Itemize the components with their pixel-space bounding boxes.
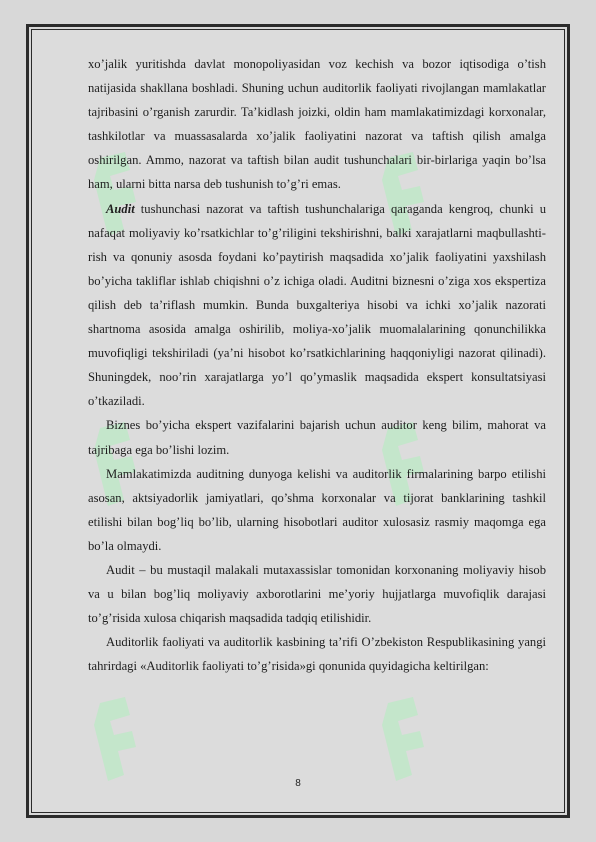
watermark-logo-icon <box>80 695 150 785</box>
paragraph-6: Auditorlik faoliyati va auditorlik kasbining ta’rifi O’zbekiston Respublikasining yangi tahrirdagi «Auditorlik faoliyati to’g’risida»gi qonunida quyidagicha keltirilgan: <box>88 635 546 674</box>
body-text <box>88 52 546 678</box>
paragraph-5: Audit – bu mustaqil malakali mutaxassislar tomonidan korxonaning moliyaviy hisob va u bilan bog’liq moliyaviy axborotlarini me’yoriy hujjatlarga muvofiqlik darajasi to’g’risida xulosa chiqarish maqsadida tadqiq etilishidir. <box>88 562 546 626</box>
page-number: 8 <box>295 778 301 789</box>
watermark-logo-icon <box>368 695 438 785</box>
paragraph-3: Biznes bo’yicha ekspert vazifalarini bajarish uchun auditor keng bilim, mahorat va tajribaga ega bo’lishi lozim. <box>88 418 546 457</box>
paragraph-2: Audit tushunchasi nazorat va taftish tushunchalariga qaraganda kengroq, chunki u nafaqat moliyaviy ko’rsatkichlar to’g’riligini tekshirishni, balki xarajatlarni maqbullashti-rish va qonuniy asosda foydani ko’paytirish maqsadida xo’jalik faoliyatini yaxshilash bo’yicha takliflar ishlab chiqishni o’z ichiga oladi. Auditni biznesni o’ziga xos ekspertiza qilish deb ta’riflash mumkin. Bunda buxgalteriya hisobi va ichki xo’jalik nazorati shartnoma asosida amalga oshirilib, moliya-xo’jalik muomalalarining qonunchilikka muvofiqligi tekshiriladi (ya’ni hisobot ko’rsatkichlarining haqqoniyligi nazorat qilinadi). Shuningdek, noo’rin xarajatlarga yo’l qo’ymaslik maqsadida ekspert konsultatsiyasi o’tkaziladi. <box>88 201 546 409</box>
paragraph-1: xo’jalik yuritishda davlat monopoliyasidan voz kechish va bozor iqtisodiga o’tish natijasida shakllana boshladi. Shuning uchun auditorlik faoliyati rivojlangan mamlakatlar tajribasini o’rganish zarurdir. Ta’kidlash joizki, oldin ham mamlakatimizdagi korxonalar, tashkilotlar va muassasalarda xo’jalik faoliyatini nazorat va taftish qilish amalga oshirilgan. Ammo, nazorat va taftish bilan audit tushunchalari bir-birlariga yaqin bo’lsa ham, ularni bitta narsa deb tushunish to’g’ri emas. <box>88 57 546 192</box>
audit-term: Audit <box>106 201 135 216</box>
paragraph-4: Mamlakatimizda auditning dunyoga kelishi va auditorlik firmalarining barpo etilishi asosan, aktsiyadorlik jamiyatlari, qo’shma korxonalar va tijorat banklarining tashkil etilishi bilan bog’liq bo’lib, ularning hisobotlari auditor xulosasiz rasmiy maqomga ega bo’la olmaydi. <box>88 466 546 553</box>
